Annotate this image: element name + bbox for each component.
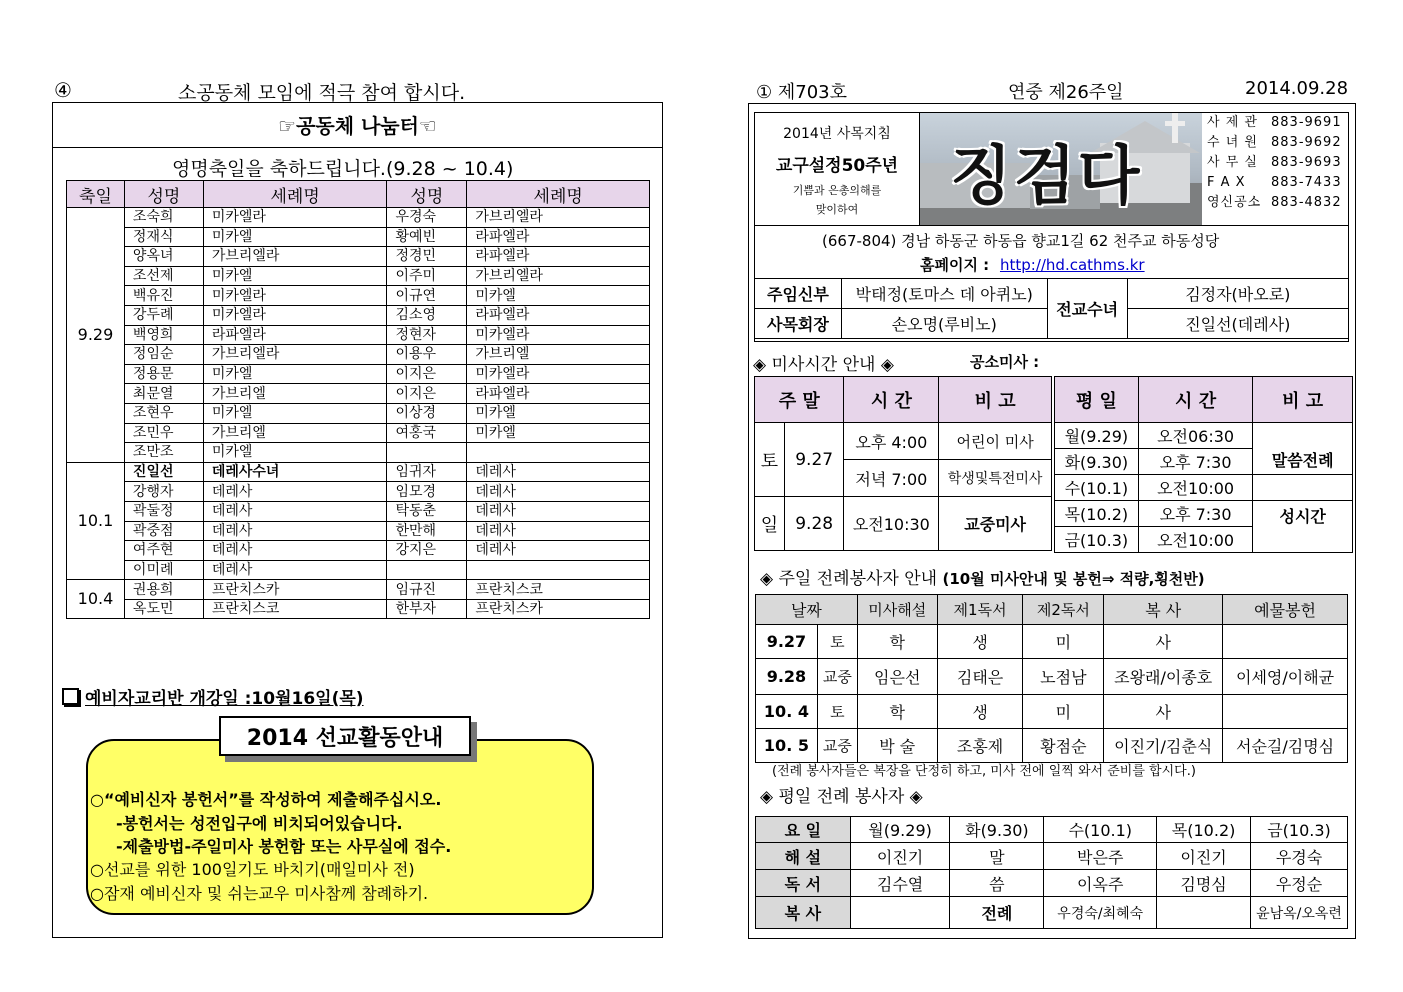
- feast-name: 정재식: [124, 227, 203, 247]
- weekday-day: 수(10.1): [1055, 475, 1139, 501]
- feast-baptismal-name: 데레사: [203, 501, 387, 521]
- saturday-date: 9.27: [784, 423, 844, 497]
- sunday-servers-title: [760, 564, 1205, 589]
- feast-name: 이지은: [387, 364, 467, 384]
- feast-header-name: 성명: [387, 181, 467, 208]
- contact-number: 883-9693: [1271, 155, 1342, 170]
- feast-name: 정용문: [124, 364, 203, 384]
- sister-label: 전교수녀: [1047, 279, 1127, 339]
- feast-name: 조선제: [124, 266, 203, 286]
- weekday-note-empty: [1253, 475, 1353, 501]
- feast-name: 황예빈: [387, 227, 467, 247]
- weekday-server-header: 금(10.3): [1251, 817, 1348, 843]
- feast-baptismal-name: 가브리엘라: [203, 345, 387, 365]
- weekday-server-cell: 윤남옥/오옥련: [1251, 897, 1348, 929]
- weekday-time: 오전10:00: [1138, 475, 1253, 501]
- table-row: [67, 286, 650, 306]
- homepage-label: 홈페이지 :: [920, 256, 990, 274]
- feast-name: 정임순: [124, 345, 203, 365]
- feast-header-baptismal: 세례명: [203, 181, 387, 208]
- feast-name: 옥도민: [124, 599, 203, 619]
- weekday-server-header: 수(10.1): [1044, 817, 1157, 843]
- feast-name: 곽중점: [124, 521, 203, 541]
- feast-header-day: 축일: [67, 181, 125, 208]
- feast-baptismal-name: 프란치스코: [203, 599, 387, 619]
- table-row: [67, 599, 650, 619]
- feast-name: [387, 560, 467, 580]
- community-section-title: ☞공동체 나눔터☜: [52, 102, 663, 148]
- feast-baptismal-name: 가브리엘라: [467, 266, 650, 286]
- weekday-server-cell: 전례: [950, 897, 1044, 929]
- sunday-server-cell: 조홍제: [937, 729, 1023, 763]
- table-row: [67, 501, 650, 521]
- contact-number: 883-9692: [1271, 135, 1342, 150]
- table-row: [67, 384, 650, 404]
- table-row: [67, 266, 650, 286]
- weekday-server-cell: 이진기: [1157, 843, 1251, 870]
- feast-baptismal-name: 데레사: [467, 541, 650, 561]
- feast-name: 진일선: [124, 462, 203, 482]
- sunday-header: 제2독서: [1023, 595, 1104, 625]
- feast-baptismal-name: 미카엘: [203, 443, 387, 463]
- feast-name: 이상경: [387, 403, 467, 423]
- square-bullet-icon: [62, 688, 79, 705]
- sunday-server-cell: 미: [1023, 695, 1104, 729]
- weekday-header: 평 일: [1055, 377, 1139, 423]
- council-label: 사목회장: [755, 309, 842, 339]
- feast-baptismal-name: 데레사: [467, 521, 650, 541]
- table-row: [67, 580, 650, 600]
- sunday-server-cell: 9.27: [756, 625, 818, 659]
- feast-baptismal-name: 라파엘라: [467, 227, 650, 247]
- contact-item: [1207, 113, 1348, 133]
- feast-baptismal-name: 미카엘라: [203, 286, 387, 306]
- weekday-server-role: 독 서: [756, 870, 851, 897]
- time-header: 시 간: [844, 377, 939, 423]
- table-row: [67, 560, 650, 580]
- contact-label: 영신공소: [1207, 195, 1262, 210]
- homepage-link[interactable]: http://hd.cathms.kr: [999, 256, 1145, 274]
- saturday-time: 저녁 7:00: [844, 460, 939, 497]
- feast-name: 탁동춘: [387, 501, 467, 521]
- table-row: [67, 364, 650, 384]
- feast-name: 임모경: [387, 482, 467, 502]
- feast-date: 10.1: [67, 462, 125, 580]
- note-header: 비 고: [1253, 377, 1353, 423]
- weekday-servers-title: ◈ 평일 전례 봉사자 ◈: [760, 787, 923, 807]
- weekday-day: 금(10.3): [1055, 527, 1139, 553]
- pastoral-guidelines: [755, 113, 920, 225]
- feast-name: 우경숙: [387, 208, 467, 228]
- feast-name: 이규연: [387, 286, 467, 306]
- sunday-server-cell: 사: [1104, 695, 1223, 729]
- feast-name: 여주현: [124, 541, 203, 561]
- feast-name: 여홍국: [387, 423, 467, 443]
- table-row: [756, 625, 1348, 659]
- sunday-header: 미사해설: [857, 595, 937, 625]
- contact-item: [1207, 173, 1348, 193]
- weekday-server-cell: 박은주: [1044, 843, 1157, 870]
- feast-heading: 영명축일을 축하드립니다.(9.28 ~ 10.4): [172, 158, 514, 180]
- mission-station-mass: 공소미사 :: [970, 353, 1040, 371]
- saturday-note: 학생및특전미사: [939, 460, 1052, 497]
- table-row: [67, 208, 650, 228]
- weekend-mass-table: [754, 376, 1052, 551]
- pastor-name: 박태정(토마스 데 아퀴노): [841, 279, 1047, 309]
- feast-baptismal-name: 데레사수녀: [203, 462, 387, 482]
- weekday-server-cell: 말: [950, 843, 1044, 870]
- sunday-server-cell: 황점순: [1023, 729, 1104, 763]
- catechism-notice: [62, 684, 364, 709]
- contact-number: 883-4832: [1271, 195, 1342, 210]
- weekday-server-header: 목(10.2): [1157, 817, 1251, 843]
- contact-item: [1207, 133, 1348, 153]
- contact-label: F A X: [1207, 175, 1246, 190]
- weekday-server-role: 해 설: [756, 843, 851, 870]
- left-page-marker: ④: [54, 78, 72, 102]
- saturday-label: 토: [755, 423, 785, 497]
- table-row: [756, 729, 1348, 763]
- sunday-server-cell: 토: [817, 625, 857, 659]
- feast-date: 10.4: [67, 580, 125, 619]
- church-address: (667-804) 경남 하동군 하동읍 향교1길 62 천주교 하동성당: [822, 232, 1220, 250]
- feast-baptismal-name: 프란치스코: [467, 580, 650, 600]
- feast-name: 임규진: [387, 580, 467, 600]
- sunday-server-cell: 김태은: [937, 659, 1023, 695]
- sunday-header-date: 날짜: [756, 595, 858, 625]
- masthead-divider: [754, 225, 1349, 226]
- table-row: [67, 521, 650, 541]
- sunday-servers-table: [755, 594, 1348, 763]
- weekday-server-role: 복 사: [756, 897, 851, 929]
- feast-baptismal-name: 미카엘: [203, 227, 387, 247]
- feast-baptismal-name: 미카엘: [203, 364, 387, 384]
- sunday-server-cell: 학: [857, 625, 937, 659]
- feast-baptismal-name: 데레사: [203, 482, 387, 502]
- feast-baptismal-name: 미카엘: [203, 266, 387, 286]
- contact-item: [1207, 153, 1348, 173]
- weekday-time: 오후 7:30: [1138, 449, 1253, 475]
- feast-name: 조숙희: [124, 208, 203, 228]
- weekday-server-header: 화(9.30): [950, 817, 1044, 843]
- feast-baptismal-name: 프란치스카: [467, 599, 650, 619]
- sunday-server-cell: 이세영/이해균: [1223, 659, 1348, 695]
- sunday-server-cell: 토: [817, 695, 857, 729]
- sunday-header: 복 사: [1104, 595, 1223, 625]
- sunday-server-cell: [1223, 625, 1348, 659]
- weekday-time: 오후 7:30: [1138, 501, 1253, 527]
- sunday-server-cell: 임은선: [857, 659, 937, 695]
- table-row: [67, 247, 650, 267]
- pastoral-sub: 맞이하여: [815, 203, 859, 216]
- feast-baptismal-name: 가브리엘: [203, 423, 387, 443]
- feast-name: 권용희: [124, 580, 203, 600]
- feast-baptismal-name: 데레사: [203, 541, 387, 561]
- church-photo-logo: [920, 113, 1202, 225]
- sunday-server-cell: 사: [1104, 625, 1223, 659]
- sunday-server-cell: 조왕래/이종호: [1104, 659, 1223, 695]
- weekday-time: 오전06:30: [1138, 423, 1253, 449]
- weekday-day: 화(9.30): [1055, 449, 1139, 475]
- feast-baptismal-name: 데레사: [467, 482, 650, 502]
- feast-name: 한만해: [387, 521, 467, 541]
- weekday-server-header: 월(9.29): [850, 817, 950, 843]
- contact-number: 883-7433: [1271, 175, 1342, 190]
- feast-date: 9.29: [67, 208, 125, 463]
- saturday-time: 오후 4:00: [844, 423, 939, 460]
- weekday-server-cell: 우정순: [1251, 870, 1348, 897]
- weekday-server-cell: 김명심: [1157, 870, 1251, 897]
- mission-line: ○“예비신자 봉헌서”를 작성하여 제출해주십시오.: [90, 790, 442, 809]
- feast-baptismal-name: 가브리엘라: [467, 208, 650, 228]
- weekday-note: 말씀전례: [1253, 423, 1353, 475]
- sister-name: 진일선(데레사): [1127, 309, 1348, 339]
- feast-baptismal-name: 미카엘: [467, 403, 650, 423]
- sister-name: 김정자(바오로): [1127, 279, 1348, 309]
- sunday-server-cell: 10. 5: [756, 729, 818, 763]
- weekend-header: 주 말: [755, 377, 844, 423]
- feast-name: 조만조: [124, 443, 203, 463]
- feast-baptismal-name: 미카엘: [467, 423, 650, 443]
- mission-line: -제출방법-주일미사 봉헌함 또는 사무실에 접수.: [116, 837, 452, 856]
- feast-baptismal-name: 데레사: [467, 462, 650, 482]
- weekday-server-cell: 우경숙: [1251, 843, 1348, 870]
- pastor-label: 주임신부: [755, 279, 842, 309]
- weekday-server-header: 요 일: [756, 817, 851, 843]
- sunday-server-cell: 10. 4: [756, 695, 818, 729]
- table-row: [756, 695, 1348, 729]
- feast-name: 강지은: [387, 541, 467, 561]
- feast-baptismal-name: 가브리엘: [467, 345, 650, 365]
- feast-baptismal-name: 데레사: [203, 560, 387, 580]
- mission-title: 2014 선교활동안내: [219, 716, 471, 756]
- mission-line: ○잠재 예비신자 및 쉬는교우 미사참께 참례하기.: [90, 884, 429, 903]
- table-row: [67, 541, 650, 561]
- sunday-time: 오전10:30: [844, 497, 939, 551]
- weekday-server-cell: 우경숙/최혜숙: [1044, 897, 1157, 929]
- table-row: [67, 345, 650, 365]
- table-row: [756, 659, 1348, 695]
- feast-name: 조민우: [124, 423, 203, 443]
- table-row: [67, 403, 650, 423]
- feast-day-table: [66, 180, 650, 619]
- feast-baptismal-name: [467, 560, 650, 580]
- table-row: [67, 443, 650, 463]
- feast-baptismal-name: 프란치스카: [203, 580, 387, 600]
- feast-baptismal-name: 미카엘라: [203, 305, 387, 325]
- feast-name: 이용우: [387, 345, 467, 365]
- feast-name: 이지은: [387, 384, 467, 404]
- weekday-servers-table: [755, 816, 1348, 929]
- table-row: [756, 843, 1348, 870]
- feast-baptismal-name: 미카엘: [203, 403, 387, 423]
- sunday-date: 9.28: [784, 497, 844, 551]
- right-page-marker: ① 제703호: [756, 82, 847, 103]
- feast-baptismal-name: 미카엘라: [203, 208, 387, 228]
- sunday-server-cell: 박 술: [857, 729, 937, 763]
- feast-baptismal-name: 가브리엘라: [203, 247, 387, 267]
- feast-baptismal-name: 데레사: [203, 521, 387, 541]
- pastoral-year: 2014년 사목지침: [783, 126, 891, 142]
- weekday-time: 오전10:00: [1138, 527, 1253, 553]
- table-row: [756, 870, 1348, 897]
- pastoral-sub: 기쁨과 은총의해를: [792, 184, 882, 197]
- council-name: 손오명(루비노): [841, 309, 1047, 339]
- sunday-server-cell: 9.28: [756, 659, 818, 695]
- weekday-note: 성시간: [1253, 501, 1353, 553]
- sunday-server-cell: 생: [937, 695, 1023, 729]
- sunday-server-cell: 교중: [817, 659, 857, 695]
- weekday-mass-table: [1054, 376, 1353, 553]
- table-row: [67, 482, 650, 502]
- time-header: 시 간: [1138, 377, 1253, 423]
- table-row: [67, 325, 650, 345]
- week-title: 연중 제26주일: [1008, 82, 1124, 103]
- feast-name: 이주미: [387, 266, 467, 286]
- feast-baptismal-name: 라파엘라: [467, 305, 650, 325]
- weekday-server-cell: 씀: [950, 870, 1044, 897]
- weekday-day: 목(10.2): [1055, 501, 1139, 527]
- contact-label: 수 녀 원: [1207, 135, 1258, 150]
- feast-header-baptismal: 세례명: [467, 181, 650, 208]
- contact-number: 883-9691: [1271, 115, 1342, 130]
- mission-line: -봉헌서는 성전입구에 비치되어있습니다.: [116, 814, 403, 833]
- sunday-note: 교중미사: [939, 497, 1052, 551]
- sunday-servers-note: (전례 봉사자들은 복장을 단정히 하고, 미사 전에 일찍 와서 준비를 합시다.): [772, 764, 1196, 779]
- sunday-server-cell: 교중: [817, 729, 857, 763]
- feast-name: 백영희: [124, 325, 203, 345]
- table-row: [67, 305, 650, 325]
- sunday-server-cell: 생: [937, 625, 1023, 659]
- feast-table-header: [67, 181, 650, 208]
- sunday-label: 일: [755, 497, 785, 551]
- feast-name: 정경민: [387, 247, 467, 267]
- mission-line: ○선교를 위한 100일기도 바치기(매일미사 전): [90, 860, 415, 879]
- feast-header-name: 성명: [124, 181, 203, 208]
- sunday-header: 예물봉헌: [1223, 595, 1348, 625]
- sunday-server-cell: 학: [857, 695, 937, 729]
- sunday-server-cell: 서순길/김명심: [1223, 729, 1348, 763]
- feast-baptismal-name: 라파엘라: [467, 384, 650, 404]
- table-row: [756, 817, 1348, 843]
- feast-name: 강행자: [124, 482, 203, 502]
- mass-schedule-title: ◈ 미사시간 안내 ◈: [753, 355, 894, 375]
- sunday-server-cell: 미: [1023, 625, 1104, 659]
- sunday-server-cell: [1223, 695, 1348, 729]
- bulletin-date: 2014.09.28: [1245, 78, 1349, 99]
- contact-item: [1207, 193, 1348, 213]
- feast-name: 김소영: [387, 305, 467, 325]
- feast-name: 최문열: [124, 384, 203, 404]
- feast-baptismal-name: 라파엘라: [467, 247, 650, 267]
- contact-label: 사 무 실: [1207, 155, 1258, 170]
- feast-baptismal-name: [467, 443, 650, 463]
- sunday-header: 제1독서: [937, 595, 1023, 625]
- staff-table: [754, 278, 1349, 339]
- feast-name: 양옥녀: [124, 247, 203, 267]
- feast-baptismal-name: 가브리엘: [203, 384, 387, 404]
- feast-baptismal-name: 데레사: [467, 501, 650, 521]
- table-row: [756, 897, 1348, 929]
- feast-name: 백유진: [124, 286, 203, 306]
- saturday-note: 어린이 미사: [939, 423, 1052, 460]
- homepage-row: [920, 254, 1145, 275]
- feast-name: 정현자: [387, 325, 467, 345]
- feast-name: 한부자: [387, 599, 467, 619]
- table-row: [67, 462, 650, 482]
- feast-name: 조현우: [124, 403, 203, 423]
- weekday-server-cell: [850, 897, 950, 929]
- catechism-notice-text: 예비자교리반 개강일 :10월16일(목): [85, 689, 364, 709]
- weekday-server-cell: 이옥주: [1044, 870, 1157, 897]
- weekday-server-cell: [1157, 897, 1251, 929]
- feast-baptismal-name: 미카엘라: [467, 364, 650, 384]
- sunday-servers-title-a: ◈ 주일 전례봉사자 안내: [760, 569, 943, 589]
- table-row: [67, 227, 650, 247]
- contact-list: [1203, 113, 1348, 225]
- logo-text: 징검다: [950, 139, 1142, 214]
- table-row: [67, 423, 650, 443]
- sunday-servers-title-b: (10월 미사안내 및 봉헌⇒ 적량,횡천반): [942, 570, 1205, 588]
- feast-name: 곽둘정: [124, 501, 203, 521]
- left-slogan: 소공동체 모임에 적극 참여 합시다.: [178, 82, 466, 104]
- weekday-server-cell: 김수열: [850, 870, 950, 897]
- feast-baptismal-name: 미카엘라: [467, 325, 650, 345]
- feast-name: 강두례: [124, 305, 203, 325]
- feast-name: [387, 443, 467, 463]
- feast-name: 임귀자: [387, 462, 467, 482]
- feast-baptismal-name: 라파엘라: [203, 325, 387, 345]
- contact-label: 사 제 관: [1207, 115, 1258, 130]
- sunday-server-cell: 이진기/김춘식: [1104, 729, 1223, 763]
- note-header: 비 고: [939, 377, 1052, 423]
- sunday-server-cell: 노점남: [1023, 659, 1104, 695]
- weekday-day: 월(9.29): [1055, 423, 1139, 449]
- feast-name: 이미례: [124, 560, 203, 580]
- pastoral-motto: 교구설정50주년: [775, 156, 899, 176]
- weekday-server-cell: 이진기: [850, 843, 950, 870]
- feast-baptismal-name: 미카엘: [467, 286, 650, 306]
